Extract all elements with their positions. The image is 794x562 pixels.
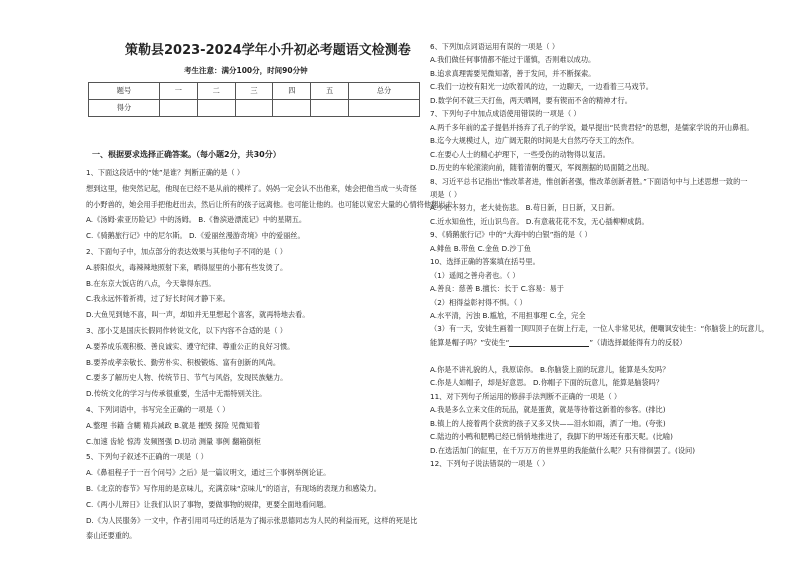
score-input-cell[interactable] [349,100,420,117]
question-line: A.水平清，污浊 B.尴尬，不用担事理 C.全，完全 [430,311,586,320]
question-line: A.要养成乐观积极、善良诚实、遵守纪律、尊重公正的良好习惯。 [86,341,295,351]
question-line: D.历史的车轮滚滚向前，随着清朝的覆灭，军阀割据的局面随之出现。 [430,163,654,173]
question-line: （3）有一天，安徒生画着一顶四顶子在街上行走，一位人非常见状，便嘲讽安徒生：“你脑袋上的玩意儿， [430,324,769,334]
question-line: A.《汤姆·索亚历险记》中的汤姆。 B.《鲁滨逊漂流记》中的星期五。 [86,215,307,225]
score-input-cell[interactable] [159,100,197,117]
question-line: （1）遥闻之善舟者也。（ ） [430,270,520,280]
question-line: 10、选择正确的答案填在括号里。 [430,257,540,267]
score-input-cell[interactable] [311,100,349,117]
answer-blank[interactable] [509,339,589,347]
question-line: D.在选活加门的缸里，在千万万万的世界里的我能做什么呢？只有徘徊罢了。(设问) [430,445,695,455]
question-line: A.你是不讲礼貌的人，我原谅你。 B.你脑袋上面的玩意儿，能算是头发吗？ [430,364,670,374]
question-line: B.镇上的人接着两个获赏的孩子又多又快——泪水如雨，洒了一地。(夸张) [430,418,666,428]
question-line: 1、下面这段话中的“她”是谁？判断正确的是（ ） [86,168,245,177]
question-line: C.《两小儿辩日》让我们认识了事物，要做事物的规律，更要全面地看问题。 [86,499,331,509]
question-line: 3、邵小艾是国庆长假同作转说文化，以下内容不合适的是（ ） [86,326,287,335]
question-line: C.加速 齿轮 惊涛 发频图强 D.切动 测量 事例 翻箱倒柜 [86,436,261,446]
question-line: C.我们一边校有阳光一边吹着风的边，一边聊天，一边看着三马戏节。 [430,82,653,92]
question-line: C.你是人如帽子，却是好意思。 D.你帽子下面的玩意儿，能算是脑袋吗？ [430,378,664,388]
score-header-cell: 题号 [89,83,160,100]
question-line: 4、下列词语中，书写完全正确的一项是（ ） [86,405,230,414]
question-line: 5、下列句子叙述不正确的一项是（ ） [86,452,208,462]
question-line: A.整理 书籍 含糊 精兵减政 B.就是 摧毁 探险 见微知着 [86,420,261,430]
question-line: 泰山还要重的。 [86,531,137,541]
question-line: C.要多了解历史人物、传统节日、节气与风俗，发现民族魅力。 [86,373,288,383]
question-line: （2）相得益彰衬得不惧。（ ） [430,297,527,307]
question-line: 12、下列句子说法错误的一项是（ ） [430,458,550,468]
question-line: D.传统文化的学习与传承很重要，生活中无需特别关注。 [86,389,267,399]
question-line: 的小野兽的，她会用手把他赶出去，然后让所有的孩子远离他。也可能让他的。也可能以宽宏大量的心情将他翻出去！ [86,199,460,209]
exam-notice: 考生注意：满分100分，时间90分钟 [184,66,308,75]
question-line: 项是（ ） [430,189,462,199]
question-line: C.《骑鹅旅行记》中的尼尔斯。 D.《爱丽丝漫游奇境》中的爱丽丝。 [86,231,305,241]
score-header-cell: 五 [311,83,349,100]
score-input-cell[interactable] [197,100,235,117]
question-line: 能算是帽子吗？”安徒生“ ”（请选择最能得有力的反驳） [430,337,687,347]
page-title: 策勒县2023-2024学年小升初必考题语文检测卷 [125,43,411,58]
question-line: 7、下列句子中加点成语使用错误的一项是（ ） [430,109,581,119]
question-line: C.近水知鱼性，近山识鸟音。 D.有意栽花花不发，无心插柳柳成荫。 [430,216,649,226]
section-heading: 一、根据要求选择正确答案。（每小题2分，共30分） [92,150,281,159]
question-line: A.骄阳似火，毒辣辣地照射下来，晒得屋里的小都有些发烫了。 [86,262,288,272]
question-line: D.大鱼见到她不喜，叫一声，却如并无里想起个喜客，就再特地去看。 [86,310,310,320]
question-line: 9、《骑鹅旅行记》中的“大海中的白银”指的是（ ） [430,230,592,240]
score-header-cell: 总分 [349,83,420,100]
score-row-label: 得分 [89,100,160,117]
blank-instruction: ”（请选择最能得有力的反驳） [589,337,687,347]
score-header-cell: 三 [235,83,273,100]
question-line: 2、下面句子中，加点部分的表达效果与其他句子不同的是（ ） [86,247,287,256]
question-line: B.《北京的春节》写作用的是京味儿，充满京味“京味儿”的语言，有现场的表现力和感染力。 [86,484,381,493]
question-line: 8、习近平总书记指出“惟改革者进，惟创新者强，惟改革创新者胜。”下面语句中与上述思想一致的一 [430,176,748,186]
question-line: B.在东京大饭店的八点，今天靠得东西。 [86,278,216,288]
question-line: A.善良：慈善 B.擅长：长于 C.容易：易于 [430,284,564,294]
score-header-cell: 四 [273,83,311,100]
question-line: D.数学何不就三天打鱼，两天晒网，要有锲而不舍的精神才行。 [430,95,632,105]
question-line: A.鲱鱼 B.带鱼 C.金鱼 D.沙丁鱼 [430,243,531,253]
question-line: A.我们做任何事情都不能过于谨慎，否则难以成功。 [430,55,596,65]
question-line: A.我是多么立来文佳的玩品，就是蛋黄，就是等待着这新着的参客。(排比) [430,405,666,415]
score-input-cell[interactable] [273,100,311,117]
score-header-cell: 二 [197,83,235,100]
score-table [88,82,420,117]
score-value-row [89,100,420,117]
question-line: 6、下列加点词语运用有误的一项是（ ） [430,42,560,51]
question-line: A.《鼻祖程子于一百个问号》之后》是一篇议明文，通过三个事例举例论证。 [86,468,331,478]
question-line: D.《为人民服务》一文中，作者引用司马迁的话是为了揭示张思德同志为人民的利益而死，这样的死是比 [86,515,418,525]
question-line: B.追求真理需要见微知著，善于发问，并不断探索。 [430,68,596,78]
question-line: A.两千多年前的孟子提倡并扬弃了孔子的学说，最早提出“民贵君轻”的思想，是儒家学说的开山鼻祖。 [430,122,754,132]
question-line: A.少壮不努力，老大徒伤悲。 B.苟日新，日日新，又日新。 [430,203,620,213]
question-line: 11、对下列句子所运用的修辞手法判断不正确的一项是（ ） [430,391,622,401]
question-line: C.我永远怀着祈祷，过了好长时间才静下来。 [86,294,230,304]
question-line: B.迄今大规模过人，边广阔无限的时间是大自然巧夺天工的杰作。 [430,136,639,146]
question-line: C.在要心人士的精心护理下，一些受伤的动物得以复活。 [430,149,610,159]
score-header-row [89,83,420,100]
question-line: 想到这里，他突然记起，他现在已经不是从前的模样了。妈妈一定会认不出他来，她会把他当成一头奇怪 [86,183,417,193]
score-header-cell: 一 [159,83,197,100]
score-input-cell[interactable] [235,100,273,117]
question-line: C.陆边的小鸭和肥鸭已经已悄悄地推进了，我脚下的甲场还有那天呢。(比喻) [430,432,673,442]
question-line: B.要养成孝亲敬长、勤劳朴实、积极锻炼、富有创新的风尚。 [86,357,281,367]
